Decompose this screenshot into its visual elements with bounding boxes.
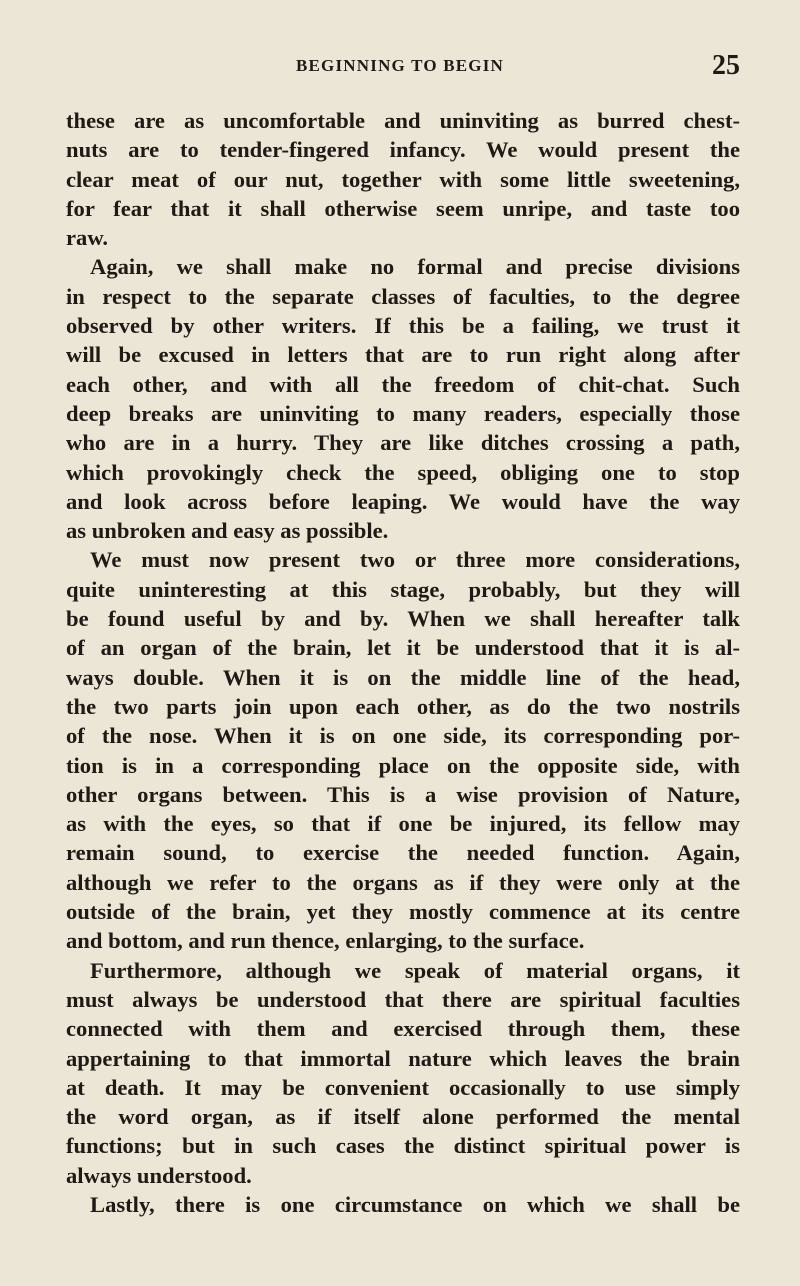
text-line: remain sound, to exercise the needed function. Again,	[66, 840, 740, 866]
text-line: other organs between. This is a wise provision of Nature,	[66, 781, 740, 807]
text-line: be found useful by and by. When we shall hereafter talk	[66, 606, 740, 632]
text-line: will be excused in letters that are to run right along after	[66, 342, 740, 368]
text-line: the two parts join upon each other, as do the two nostrils	[66, 693, 740, 719]
running-title: BEGINNING TO BEGIN	[295, 56, 505, 75]
text-line: appertaining to that immortal nature which leaves the brain	[66, 1045, 740, 1071]
text-line: connected with them and exercised through them, these	[66, 1016, 740, 1042]
text-line: always understood.	[66, 1162, 252, 1188]
text-line: deep breaks are uninviting to many readers, especially those	[66, 400, 740, 426]
text-line: which provokingly check the speed, obliging one to stop	[66, 459, 740, 485]
text-line: must always be understood that there are spiritual faculties	[66, 986, 740, 1012]
text-line: in respect to the separate classes of faculties, to the degree	[66, 283, 740, 309]
text-line: of the nose. When it is on one side, its corresponding por-	[66, 723, 740, 749]
running-header	[60, 52, 740, 88]
text-line: for fear that it shall otherwise seem unripe, and taste too	[66, 195, 740, 221]
text-line: tion is in a corresponding place on the opposite side, with	[66, 752, 740, 778]
text-line: at death. It may be convenient occasionally to use simply	[66, 1074, 740, 1100]
text-line: ways double. When it is on the middle line of the head,	[66, 664, 740, 690]
text-line: who are in a hurry. They are like ditches crossing a path,	[66, 430, 740, 456]
text-line: Again, we shall make no formal and precise divisions	[90, 254, 740, 280]
text-line: observed by other writers. If this be a failing, we trust it	[66, 313, 740, 339]
text-line: as unbroken and easy as possible.	[66, 518, 389, 544]
text-line: these are as uncomfortable and uninviting as burred chest-	[66, 108, 740, 133]
text-line: and bottom, and run thence, enlarging, to the surface.	[66, 928, 585, 954]
text-line: although we refer to the organs as if they were only at the	[66, 869, 740, 895]
text-line: Furthermore, although we speak of material organs, it	[90, 957, 740, 983]
body-text	[66, 106, 740, 1219]
page-number: 25	[712, 50, 740, 81]
text-line: the word organ, as if itself alone performed the mental	[66, 1104, 740, 1130]
text-line: and look across before leaping. We would have the way	[66, 488, 740, 514]
text-line: Lastly, there is one circumstance on which we shall be	[90, 1191, 740, 1217]
text-line: nuts are to tender-fingered infancy. We would present the	[66, 137, 740, 163]
text-line: clear meat of our nut, together with some little sweetening,	[66, 166, 740, 192]
text-line: as with the eyes, so that if one be injured, its fellow may	[66, 811, 740, 837]
text-line: functions; but in such cases the distinct spiritual power is	[66, 1133, 740, 1159]
text-line: outside of the brain, yet they mostly commence at its centre	[66, 899, 740, 925]
text-line: raw.	[66, 225, 109, 251]
text-line: quite uninteresting at this stage, probably, but they will	[66, 576, 740, 602]
text-line: We must now present two or three more considerations,	[90, 547, 740, 573]
text-line: each other, and with all the freedom of chit-chat. Such	[66, 371, 740, 397]
text-line: of an organ of the brain, let it be understood that it is al-	[66, 635, 740, 661]
